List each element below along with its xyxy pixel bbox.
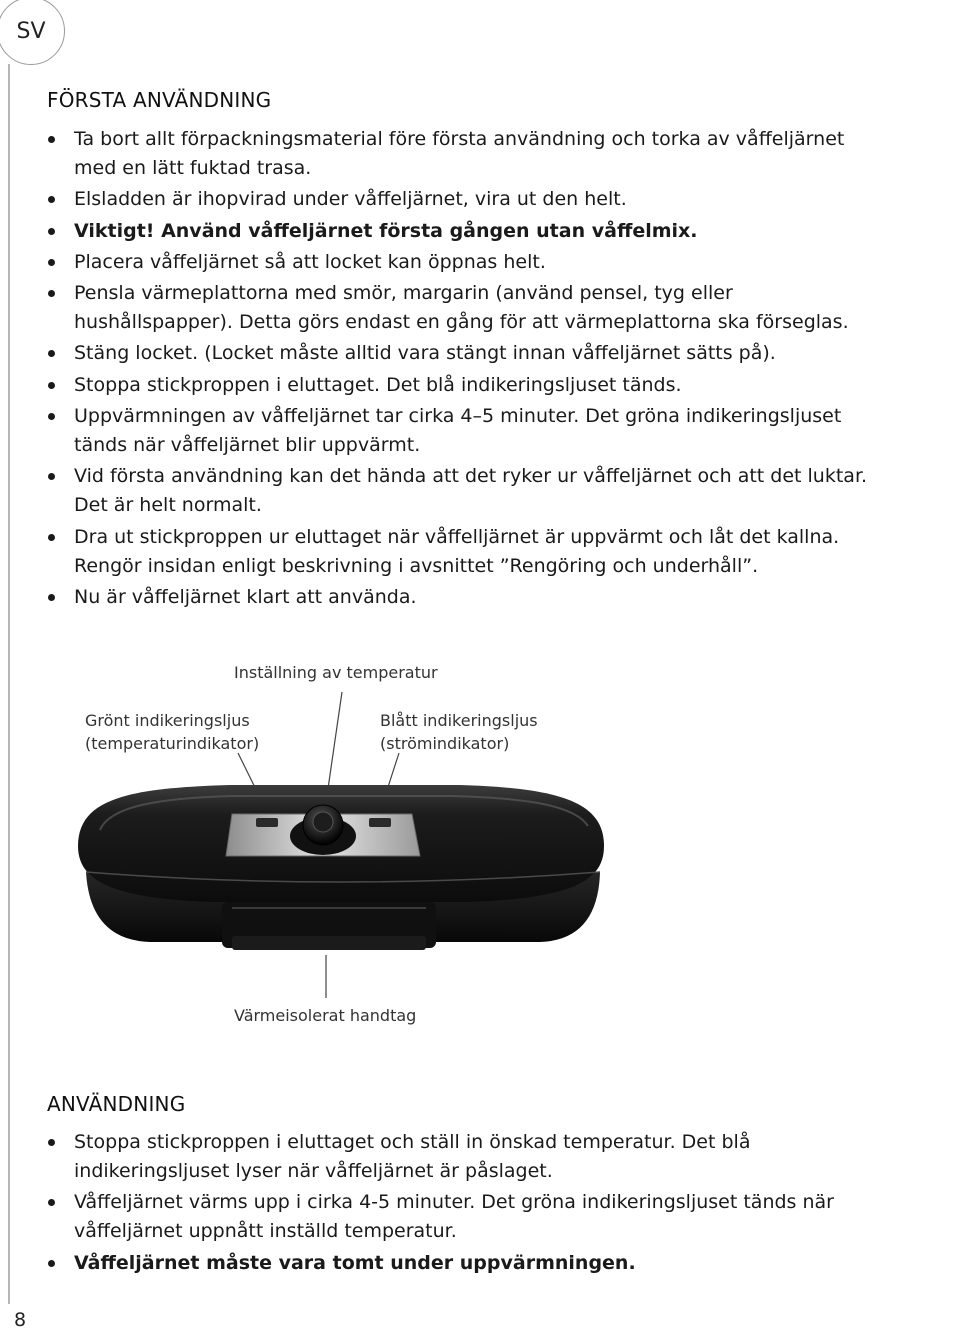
- list-item: Våffeljärnet måste vara tomt under uppvärmningen.: [74, 1249, 944, 1278]
- usage-list: [74, 1128, 944, 1280]
- list-item: Stoppa stickproppen i eluttaget och ställ in önskad temperatur. Det blå indikeringsljuset lyser när våffeljärnet är påslaget.: [74, 1128, 944, 1186]
- language-code: SV: [16, 18, 46, 44]
- page-number: 8: [14, 1309, 27, 1331]
- list-item: Pensla värmeplattorna med smör, margarin (använd pensel, tyg eller hushållspapper). Detta görs endast en gång för att värmeplattorna ska förseglas.: [74, 279, 944, 337]
- language-badge: [0, 0, 65, 65]
- list-item: Uppvärmningen av våffeljärnet tar cirka 4–5 minuter. Det gröna indikeringsljuset tänds när våffeljärnet blir uppvärmt.: [74, 402, 944, 460]
- list-item: Placera våffeljärnet så att locket kan öppnas helt.: [74, 248, 944, 277]
- list-item: Dra ut stickproppen ur eluttaget när våffelljärnet är uppvärmt och låt det kallna. Rengör insidan enligt beskrivning i avsnittet ”Rengöring och underhåll”.: [74, 523, 944, 581]
- list-item: Stäng locket. (Locket måste alltid vara stängt innan våffeljärnet sätts på).: [74, 339, 944, 368]
- first-use-list: [74, 125, 944, 614]
- waffle-iron-illustration: [0, 640, 960, 1040]
- list-item: Viktigt! Använd våffeljärnet första gången utan våffelmix.: [74, 217, 944, 246]
- label-blue-indicator: Blått indikeringsljus (strömindikator): [380, 711, 538, 753]
- label-insulated-handle: Värmeisolerat handtag: [234, 1006, 417, 1025]
- green-indicator-light: [256, 818, 278, 827]
- list-item: Våffeljärnet värms upp i cirka 4-5 minuter. Det gröna indikeringsljuset tänds när våffeljärnet uppnått inställd temperatur.: [74, 1188, 944, 1246]
- label-green-indicator: Grönt indikeringsljus (temperaturindikator): [85, 711, 260, 753]
- section-title-anvandning: ANVÄNDNING: [47, 1092, 186, 1116]
- label-temperature-setting: Inställning av temperatur: [234, 663, 438, 682]
- blue-indicator-light: [369, 818, 391, 827]
- section-title-forsta-anvandning: FÖRSTA ANVÄNDNING: [47, 88, 272, 112]
- list-item: Ta bort allt förpackningsmaterial före första användning och torka av våffeljärnet med en lätt fuktad trasa.: [74, 125, 944, 183]
- list-item: Stoppa stickproppen i eluttaget. Det blå indikeringsljuset tänds.: [74, 371, 944, 400]
- list-item: Vid första användning kan det hända att det ryker ur våffeljärnet och att det luktar. Det är helt normalt.: [74, 462, 944, 520]
- list-item: Elsladden är ihopvirad under våffeljärnet, vira ut den helt.: [74, 185, 944, 214]
- waffle-iron-figure: [0, 640, 960, 1040]
- list-item: Nu är våffeljärnet klart att använda.: [74, 583, 944, 612]
